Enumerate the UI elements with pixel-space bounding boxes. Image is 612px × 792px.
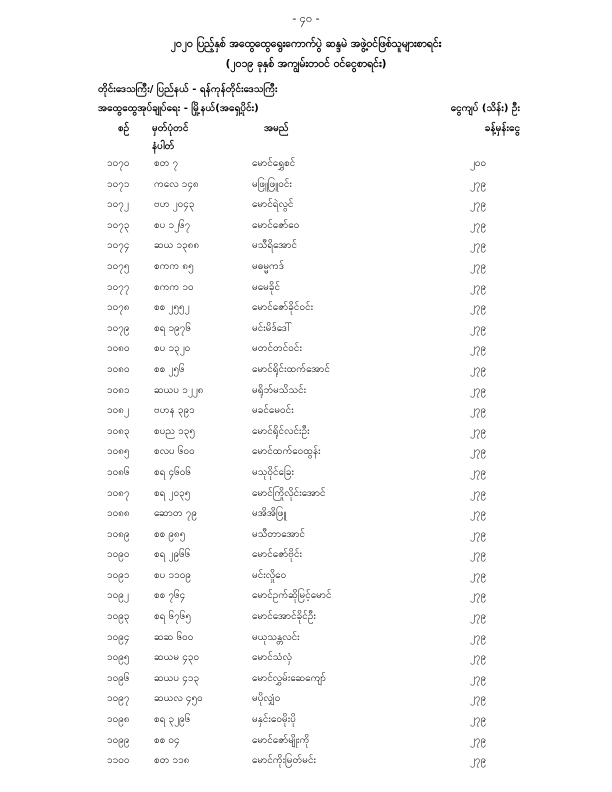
region-label: တိုင်းဒေသကြီး/ ပြည်နယ် - ရန်ကုန်တိုင်းဒေသကြီး [98, 84, 278, 95]
registration-number: စကက ၈၅ [154, 260, 194, 272]
amount-value: ၂၇၉ [470, 199, 487, 211]
table-row [0, 733, 612, 754]
person-name: မောင်သံလှံ [252, 652, 292, 664]
person-name: မောင်ဇော်မျိုးကို [252, 734, 310, 746]
registration-number: ဗဟ ၂၀၄၃ [154, 199, 195, 211]
registration-number: စစ ၉၈၅ [154, 528, 186, 540]
person-name: မောင်လွှမ်းဆေကျော် [252, 672, 327, 684]
registration-number: ဆယမ ၄၃၀ [154, 652, 200, 664]
person-name: မသုဝိုင်ခြေး [252, 466, 295, 478]
amount-value: ၂၇၉ [470, 466, 487, 478]
page-number: - ၄၀ - [292, 12, 320, 25]
registration-number: စစ ၂၅၅၂ [154, 302, 190, 314]
amount-value: ၂၇၉ [470, 487, 487, 499]
table-row [0, 444, 612, 465]
row-number: ၁၀၉၄ [107, 631, 130, 643]
person-name: မင်းမိဒ်ဒေါ် [252, 322, 292, 334]
person-name: မောင်ဥက်ဆိုမြင့်မောင် [252, 590, 332, 602]
row-number: ၁၀၉၁ [107, 569, 130, 581]
table-row [0, 156, 612, 177]
amount-value: ၂၇၉ [470, 178, 487, 190]
table-row [0, 218, 612, 239]
amount-value: ၂၇၉ [470, 528, 487, 540]
table-row [0, 465, 612, 486]
amount-value: ၂၇၉ [470, 549, 487, 561]
amount-value: ၂၇၉ [470, 672, 487, 684]
row-number: ၁၀၉၇ [107, 693, 130, 705]
amount-value: ၂၇၉ [470, 240, 487, 252]
table-row [0, 712, 612, 733]
row-number: ၁၀၈၇ [107, 487, 130, 499]
table-row [0, 259, 612, 280]
registration-number: ဆယပ ၁၂၂၈ [154, 384, 204, 396]
registration-number: စတ ၁၁၈ [154, 755, 190, 767]
row-number: ၁၀၈၅ [107, 446, 130, 458]
document-subtitle: (၂၀၁၉ ခုနှစ် အကျွမ်းတဝင် ဝင်ငွေစာရင်း) [225, 58, 387, 70]
registration-number: စပည ၁၃၅ [154, 425, 196, 437]
registration-number: စရ ၂၉၆၆ [154, 549, 191, 561]
person-name: မောင်ထက်ဝေထွန်း [252, 446, 321, 458]
amount-value: ၂၇၉ [470, 611, 487, 623]
column-header-registration-sub: နံပါတ် [152, 141, 175, 152]
person-name: မဓမ္မကဒ် [252, 260, 285, 272]
table-row [0, 486, 612, 507]
person-name: မရိုဘ်မသိသင်း [252, 384, 307, 396]
row-number: ၁၀၈၆ [107, 466, 130, 478]
table-row [0, 341, 612, 362]
table-row [0, 280, 612, 301]
amount-value: ၂၇၉ [470, 755, 487, 767]
row-number: ၁၀၇၂ [107, 199, 129, 211]
row-number: ၁၀၇၃ [107, 219, 130, 231]
table-row [0, 403, 612, 424]
registration-number: စစ ၀၄ [154, 734, 180, 746]
registration-number: ဆယ ၁၃၈၈ [154, 240, 200, 252]
table-row [0, 424, 612, 445]
registration-number: စရ ၂၀၃၅ [154, 487, 191, 499]
person-name: မောင်ဇော်ဗိုင်း [252, 549, 303, 561]
registration-number: ဆယလ ၄၅၀ [154, 693, 203, 705]
column-header-registration: မှတ်ပုံတင် [152, 123, 189, 134]
row-number: ၁၀၉၃ [107, 611, 130, 623]
row-number: ၁၀၇၈ [107, 302, 130, 314]
person-name: မောင်ရိုင်လင်းဦး [252, 425, 310, 437]
registration-number: စရ ၄၆၀၆ [154, 466, 192, 478]
row-number: ၁၀၉၆ [107, 672, 130, 684]
row-number: ၁၀၈၈ [107, 508, 130, 520]
table-row [0, 753, 612, 774]
amount-value: ၂၇၉ [470, 652, 487, 664]
person-name: မောင်ရွှေစင် [252, 158, 296, 169]
registration-number: စကက ၁၀ [154, 281, 194, 293]
amount-value: ၂၇၉ [470, 405, 487, 417]
amount-value: ၂၇၉ [470, 343, 487, 355]
amount-value: ၂၇၉ [470, 714, 487, 726]
registration-number: စစ ၇၆၄ [154, 590, 186, 602]
amount-value: ၂၇၉ [470, 219, 487, 231]
column-header-name: အမည် [264, 123, 289, 134]
row-number: ၁၁၀၀ [107, 755, 130, 767]
table-row [0, 506, 612, 527]
amount-value: ၂၇၉ [470, 281, 487, 293]
amount-value: ၂၇၉ [470, 384, 487, 396]
registration-number: ဆယပ ၄၁၃ [154, 672, 200, 684]
table-row [0, 630, 612, 651]
person-name: မောင်ရဲလွင် [252, 199, 294, 211]
column-header-no: စဉ် [118, 123, 130, 134]
registration-number: စပ ၁၂၆၇ [154, 219, 191, 231]
registration-number: စလပ ၆၀၀ [154, 446, 195, 458]
amount-value: ၂၇၉ [470, 590, 487, 602]
table-row [0, 588, 612, 609]
amount-value: ၂၇၉ [470, 363, 487, 375]
row-number: ၁၀၈၂ [107, 405, 129, 417]
registration-number: စစ ၂၅၆ [154, 363, 185, 375]
registration-number: စရ ၃၂၉၆ [154, 714, 191, 726]
registration-number: ဆောတ ၇၉ [154, 508, 197, 520]
row-number: ၁၀၇၁ [107, 178, 130, 190]
amount-value: ၂၇၉ [470, 734, 487, 746]
person-name: မတင်တင်ဝင်း [252, 343, 302, 355]
person-name: မမေခိုင် [252, 281, 281, 293]
registration-number: ဗဟန ၃၉၁ [154, 405, 195, 417]
row-number: ၁၀၈၀ [107, 343, 130, 355]
amount-subheader: ခန့်မှန်းငွေ [484, 123, 520, 134]
person-name: မောင်ကိုးမြတ်မင်း [252, 755, 317, 767]
table-body [0, 156, 612, 774]
person-name: မောင်ဇော်ခိုင်ဝင်း [252, 302, 314, 314]
amount-value: ၂၇၉ [470, 322, 487, 334]
person-name: မသီရိအောင် [252, 240, 297, 252]
table-row [0, 362, 612, 383]
row-number: ၁၀၈၃ [107, 425, 130, 437]
table-row [0, 691, 612, 712]
row-number: ၁၀၇၅ [107, 260, 130, 272]
row-number: ၁၀၈၉ [107, 528, 130, 540]
amount-value: ၂၇၉ [470, 631, 487, 643]
registration-number: ဆဆ ၆၀၀ [154, 631, 194, 643]
table-row [0, 547, 612, 568]
person-name: မပိုလျှံ၀ [252, 693, 281, 705]
row-number: ၁၀၉၉ [107, 734, 130, 746]
person-name: မခင်မေဝင်း [252, 405, 294, 417]
amount-value: ၂၇၉ [470, 446, 487, 458]
document-title: ၂၀၂၀ ပြည့်နှစ် အထွေထွေရွေးကောက်ပွဲ ဆန္ဒမဲ အဖွဲ့ဝင်ဖြစ်သူများစာရင်း [170, 38, 442, 50]
person-name: မောင်ကြိုလိုင်းအောင် [252, 487, 326, 499]
person-name: မယုသန္တလင်း [252, 631, 300, 643]
table-row [0, 321, 612, 342]
row-number: ၁၀၇၄ [107, 240, 130, 252]
table-row [0, 238, 612, 259]
table-row [0, 609, 612, 630]
person-name: မောင်ဇော်ဝေ [252, 219, 300, 231]
person-name: မောင်ရိုင်းထက်အောင် [252, 363, 330, 375]
row-number: ၁၀၈၁ [107, 384, 130, 396]
person-name: မောင်အောင်ခိုင်ဦး [252, 611, 316, 623]
registration-number: စပ ၁၁၀၉ [154, 569, 192, 581]
amount-value: ၂၇၉ [470, 425, 487, 437]
table-row [0, 568, 612, 589]
amount-value: ၂၇၉ [470, 302, 487, 314]
person-name: မင်းလှိုဝေ [252, 569, 287, 581]
amount-header: ငွေကျပ် (သိန်း) ဦး [450, 103, 520, 114]
registration-number: ကလေ ၁၄၈ [154, 178, 199, 190]
registration-number: စပ ၁၃၂၀ [154, 343, 191, 355]
township-label: အထွေထွေအုပ်ချုပ်ရေး - မြို့နယ်(အရှေ့ပိုင်း) [98, 103, 259, 114]
amount-value: ၂၇၉ [470, 260, 487, 272]
row-number: ၁၀၈၀ [107, 363, 130, 375]
person-name: မသီတာအောင် [252, 528, 306, 540]
table-row [0, 197, 612, 218]
row-number: ၁၀၇၀ [107, 158, 130, 169]
amount-value: ၂၇၉ [470, 693, 487, 705]
table-row [0, 300, 612, 321]
amount-value: ၂၇၉ [470, 508, 487, 520]
registration-number: စရ ၆၇၆၅ [154, 611, 192, 623]
person-name: မနှင်းဝေမိုးပို [252, 714, 296, 726]
row-number: ၁၀၉၀ [107, 549, 130, 561]
registration-number: စတ ၇ [154, 158, 179, 169]
table-row [0, 527, 612, 548]
table-row [0, 650, 612, 671]
row-number: ၁၀၉၈ [107, 714, 130, 726]
row-number: ၁၀၉၂ [107, 590, 129, 602]
registration-number: စရ ၁၉၇၆ [154, 322, 192, 334]
row-number: ၁၀၇၇ [107, 281, 130, 293]
amount-value: ၂၀၀ [470, 158, 487, 169]
amount-value: ၂၇၉ [470, 569, 487, 581]
table-row [0, 177, 612, 198]
row-number: ၁၀၉၅ [107, 652, 130, 664]
table-row [0, 671, 612, 692]
table-row [0, 383, 612, 404]
row-number: ၁၀၇၉ [107, 322, 130, 334]
person-name: မဖြူဖြူဝင်း [252, 178, 292, 190]
person-name: မအိအိဖြူ [252, 508, 287, 520]
